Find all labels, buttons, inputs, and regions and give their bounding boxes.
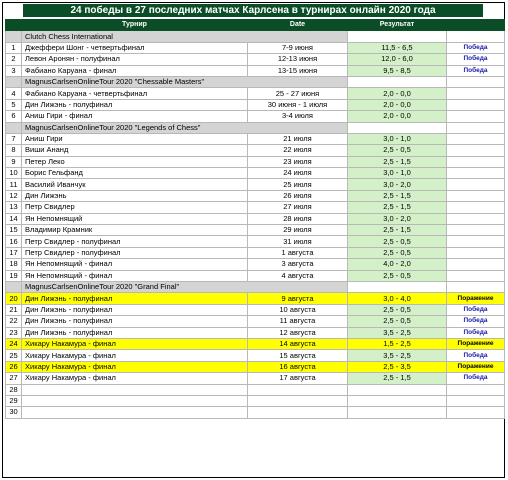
- empty-row: [6, 384, 505, 395]
- date-cell: 4 августа: [248, 270, 348, 281]
- result-cell: Поражение: [447, 338, 505, 349]
- score-cell: [348, 384, 447, 395]
- result-cell: [447, 247, 505, 258]
- date-cell: 15 августа: [248, 350, 348, 361]
- date-cell: [248, 384, 348, 395]
- row-number-cell: 17: [6, 247, 22, 258]
- section-row: [6, 122, 505, 133]
- score-cell: 12,0 - 6,0: [348, 54, 447, 65]
- opponent-cell: Фабиано Каруана - четвертьфинал: [22, 88, 248, 99]
- result-cell: [447, 281, 505, 292]
- date-cell: [248, 395, 348, 406]
- opponent-cell: Дин Лижэнь - полуфинал: [22, 293, 248, 304]
- score-cell: 2,5 - 1,5: [348, 373, 447, 384]
- opponent-cell: Хикару Накамура - финал: [22, 373, 248, 384]
- row-number-cell: 2: [6, 54, 22, 65]
- score-cell: 3,0 - 1,0: [348, 168, 447, 179]
- sheet-title: 24 победы в 27 последних матчах Карлсена в турнирах онлайн 2020 года: [23, 4, 483, 17]
- score-cell: [348, 122, 447, 133]
- header-score: Результат: [348, 20, 447, 31]
- opponent-cell: Петер Леко: [22, 156, 248, 167]
- opponent-cell: Фабиано Каруана - финал: [22, 65, 248, 76]
- score-cell: [348, 76, 447, 87]
- name-cell: [22, 395, 248, 406]
- opponent-cell: Дин Лижэнь - полуфинал: [22, 327, 248, 338]
- table-row: [6, 42, 505, 53]
- section-row: [6, 281, 505, 292]
- results-table: [5, 19, 505, 419]
- row-number-cell: [6, 76, 22, 87]
- row-number-cell: 23: [6, 327, 22, 338]
- opponent-cell: Аниш Гири: [22, 133, 248, 144]
- row-number-cell: 9: [6, 156, 22, 167]
- result-cell: Победа: [447, 304, 505, 315]
- date-cell: 3-4 июля: [248, 111, 348, 122]
- result-cell: Поражение: [447, 293, 505, 304]
- results-table-body: [6, 20, 505, 419]
- opponent-cell: Дин Лижэнь - полуфинал: [22, 316, 248, 327]
- row-number-cell: 15: [6, 225, 22, 236]
- date-cell: 16 августа: [248, 361, 348, 372]
- opponent-cell: Владимир Крамник: [22, 225, 248, 236]
- row-number-cell: 30: [6, 407, 22, 418]
- section-title: MagnusCarlsenOnlineTour 2020 "Chessable Masters": [22, 76, 348, 87]
- opponent-cell: Аниш Гири - финал: [22, 111, 248, 122]
- score-cell: 2,0 - 0,0: [348, 88, 447, 99]
- result-cell: Победа: [447, 54, 505, 65]
- result-cell: [447, 145, 505, 156]
- row-number-cell: 8: [6, 145, 22, 156]
- date-cell: 3 августа: [248, 259, 348, 270]
- row-number-cell: 26: [6, 361, 22, 372]
- table-row: [6, 316, 505, 327]
- table-row: [6, 202, 505, 213]
- date-cell: 22 июля: [248, 145, 348, 156]
- row-number-cell: 22: [6, 316, 22, 327]
- date-cell: 10 августа: [248, 304, 348, 315]
- table-row: [6, 270, 505, 281]
- table-row: [6, 213, 505, 224]
- score-cell: 2,5 - 0,5: [348, 236, 447, 247]
- date-cell: 26 июля: [248, 190, 348, 201]
- result-cell: [447, 395, 505, 406]
- row-number-cell: 13: [6, 202, 22, 213]
- section-title: MagnusCarlsenOnlineTour 2020 "Legends of Chess": [22, 122, 348, 133]
- score-cell: 3,0 - 2,0: [348, 213, 447, 224]
- score-cell: 2,5 - 0,5: [348, 145, 447, 156]
- date-cell: 24 июля: [248, 168, 348, 179]
- row-number-cell: 6: [6, 111, 22, 122]
- score-cell: 1,5 - 2,5: [348, 338, 447, 349]
- result-cell: Победа: [447, 327, 505, 338]
- table-row: [6, 168, 505, 179]
- row-number-cell: 5: [6, 99, 22, 110]
- table-row: [6, 225, 505, 236]
- score-cell: 2,5 - 0,5: [348, 270, 447, 281]
- table-row: [6, 88, 505, 99]
- table-header-row: [6, 20, 505, 31]
- header-result: [447, 20, 505, 31]
- table-row: [6, 179, 505, 190]
- date-cell: [248, 407, 348, 418]
- row-number-cell: 20: [6, 293, 22, 304]
- row-number-cell: 14: [6, 213, 22, 224]
- date-cell: 21 июля: [248, 133, 348, 144]
- date-cell: 28 июля: [248, 213, 348, 224]
- row-number-cell: 19: [6, 270, 22, 281]
- row-number-cell: 27: [6, 373, 22, 384]
- row-number-cell: [6, 122, 22, 133]
- table-row: [6, 373, 505, 384]
- result-cell: [447, 168, 505, 179]
- opponent-cell: Дин Лижэнь - полуфинал: [22, 304, 248, 315]
- date-cell: 11 августа: [248, 316, 348, 327]
- result-cell: [447, 270, 505, 281]
- opponent-cell: Виши Ананд: [22, 145, 248, 156]
- date-cell: 27 июля: [248, 202, 348, 213]
- opponent-cell: Ян Непомнящий - финал: [22, 259, 248, 270]
- score-cell: 2,0 - 0,0: [348, 111, 447, 122]
- date-cell: 13-15 июня: [248, 65, 348, 76]
- section-title: MagnusCarlsenOnlineTour 2020 "Grand Final": [22, 281, 348, 292]
- table-row: [6, 111, 505, 122]
- result-cell: [447, 99, 505, 110]
- table-row: [6, 259, 505, 270]
- row-number-cell: 29: [6, 395, 22, 406]
- score-cell: [348, 281, 447, 292]
- table-row: [6, 338, 505, 349]
- table-row: [6, 327, 505, 338]
- opponent-cell: Дин Лижэнь - полуфинал: [22, 99, 248, 110]
- row-number-cell: 24: [6, 338, 22, 349]
- opponent-cell: Ян Непомнящий - финал: [22, 270, 248, 281]
- date-cell: 9 августа: [248, 293, 348, 304]
- score-cell: 2,5 - 3,5: [348, 361, 447, 372]
- table-row: [6, 133, 505, 144]
- date-cell: 25 июля: [248, 179, 348, 190]
- result-cell: [447, 179, 505, 190]
- opponent-cell: Хикару Накамура - финал: [22, 338, 248, 349]
- opponent-cell: Дин Лижэнь: [22, 190, 248, 201]
- row-number-cell: 18: [6, 259, 22, 270]
- row-number-cell: 16: [6, 236, 22, 247]
- opponent-cell: Василий Иванчук: [22, 179, 248, 190]
- score-cell: [348, 395, 447, 406]
- result-cell: Победа: [447, 65, 505, 76]
- result-cell: [447, 88, 505, 99]
- date-cell: 1 августа: [248, 247, 348, 258]
- section-row: [6, 31, 505, 42]
- table-row: [6, 145, 505, 156]
- opponent-cell: Петр Свидлер - полуфинал: [22, 236, 248, 247]
- result-cell: [447, 259, 505, 270]
- opponent-cell: Джеффери Шонг - четвертьфинал: [22, 42, 248, 53]
- score-cell: 3,5 - 2,5: [348, 327, 447, 338]
- spreadsheet: [2, 2, 505, 478]
- header-date: Date: [248, 20, 348, 31]
- table-row: [6, 293, 505, 304]
- result-cell: Поражение: [447, 361, 505, 372]
- score-cell: 3,0 - 2,0: [348, 179, 447, 190]
- opponent-cell: Петр Свидлер: [22, 202, 248, 213]
- table-row: [6, 99, 505, 110]
- result-cell: Победа: [447, 373, 505, 384]
- table-row: [6, 236, 505, 247]
- score-cell: 2,5 - 0,5: [348, 247, 447, 258]
- date-cell: 30 июня - 1 июля: [248, 99, 348, 110]
- section-row: [6, 76, 505, 87]
- score-cell: 2,5 - 1,5: [348, 225, 447, 236]
- row-number-cell: 12: [6, 190, 22, 201]
- row-number-cell: [6, 31, 22, 42]
- opponent-cell: Ян Непомнящий: [22, 213, 248, 224]
- opponent-cell: Борис Гельфанд: [22, 168, 248, 179]
- empty-row: [6, 407, 505, 418]
- opponent-cell: Хикару Накамура - финал: [22, 361, 248, 372]
- table-row: [6, 156, 505, 167]
- result-cell: [447, 111, 505, 122]
- score-cell: 9,5 - 8,5: [348, 65, 447, 76]
- result-cell: [447, 31, 505, 42]
- name-cell: [22, 407, 248, 418]
- opponent-cell: Левон Аронян - полуфинал: [22, 54, 248, 65]
- table-row: [6, 350, 505, 361]
- result-cell: [447, 202, 505, 213]
- header-number: [6, 20, 22, 31]
- table-row: [6, 304, 505, 315]
- result-cell: [447, 156, 505, 167]
- result-cell: [447, 407, 505, 418]
- row-number-cell: 11: [6, 179, 22, 190]
- row-number-cell: 3: [6, 65, 22, 76]
- section-title: Clutch Chess International: [22, 31, 348, 42]
- result-cell: Победа: [447, 350, 505, 361]
- score-cell: 2,5 - 0,5: [348, 304, 447, 315]
- date-cell: 7-9 июня: [248, 42, 348, 53]
- score-cell: 3,5 - 2,5: [348, 350, 447, 361]
- result-cell: [447, 213, 505, 224]
- date-cell: 25 - 27 июня: [248, 88, 348, 99]
- result-cell: [447, 76, 505, 87]
- header-tournament: Турнир: [22, 20, 248, 31]
- result-cell: [447, 133, 505, 144]
- result-cell: Победа: [447, 316, 505, 327]
- row-number-cell: 28: [6, 384, 22, 395]
- date-cell: 12-13 июня: [248, 54, 348, 65]
- score-cell: [348, 31, 447, 42]
- date-cell: 14 августа: [248, 338, 348, 349]
- date-cell: 31 июля: [248, 236, 348, 247]
- score-cell: 2,5 - 1,5: [348, 156, 447, 167]
- table-row: [6, 361, 505, 372]
- row-number-cell: 25: [6, 350, 22, 361]
- score-cell: 4,0 - 2,0: [348, 259, 447, 270]
- result-cell: [447, 122, 505, 133]
- opponent-cell: Петр Свидлер - полуфинал: [22, 247, 248, 258]
- score-cell: 3,0 - 1,0: [348, 133, 447, 144]
- score-cell: 11,5 - 6,5: [348, 42, 447, 53]
- score-cell: 2,5 - 1,5: [348, 202, 447, 213]
- row-number-cell: 21: [6, 304, 22, 315]
- opponent-cell: Хикару Накамура - финал: [22, 350, 248, 361]
- table-row: [6, 247, 505, 258]
- score-cell: 2,5 - 1,5: [348, 190, 447, 201]
- result-cell: [447, 225, 505, 236]
- row-number-cell: 10: [6, 168, 22, 179]
- score-cell: 2,5 - 0,5: [348, 316, 447, 327]
- date-cell: 23 июля: [248, 156, 348, 167]
- empty-row: [6, 395, 505, 406]
- result-cell: [447, 236, 505, 247]
- name-cell: [22, 384, 248, 395]
- date-cell: 17 августа: [248, 373, 348, 384]
- row-number-cell: 7: [6, 133, 22, 144]
- table-row: [6, 190, 505, 201]
- score-cell: [348, 407, 447, 418]
- table-row: [6, 65, 505, 76]
- result-cell: Победа: [447, 42, 505, 53]
- date-cell: 12 августа: [248, 327, 348, 338]
- row-number-cell: [6, 281, 22, 292]
- table-row: [6, 54, 505, 65]
- result-cell: [447, 384, 505, 395]
- row-number-cell: 4: [6, 88, 22, 99]
- score-cell: 2,0 - 0,0: [348, 99, 447, 110]
- date-cell: 29 июля: [248, 225, 348, 236]
- score-cell: 3,0 - 4,0: [348, 293, 447, 304]
- row-number-cell: 1: [6, 42, 22, 53]
- result-cell: [447, 190, 505, 201]
